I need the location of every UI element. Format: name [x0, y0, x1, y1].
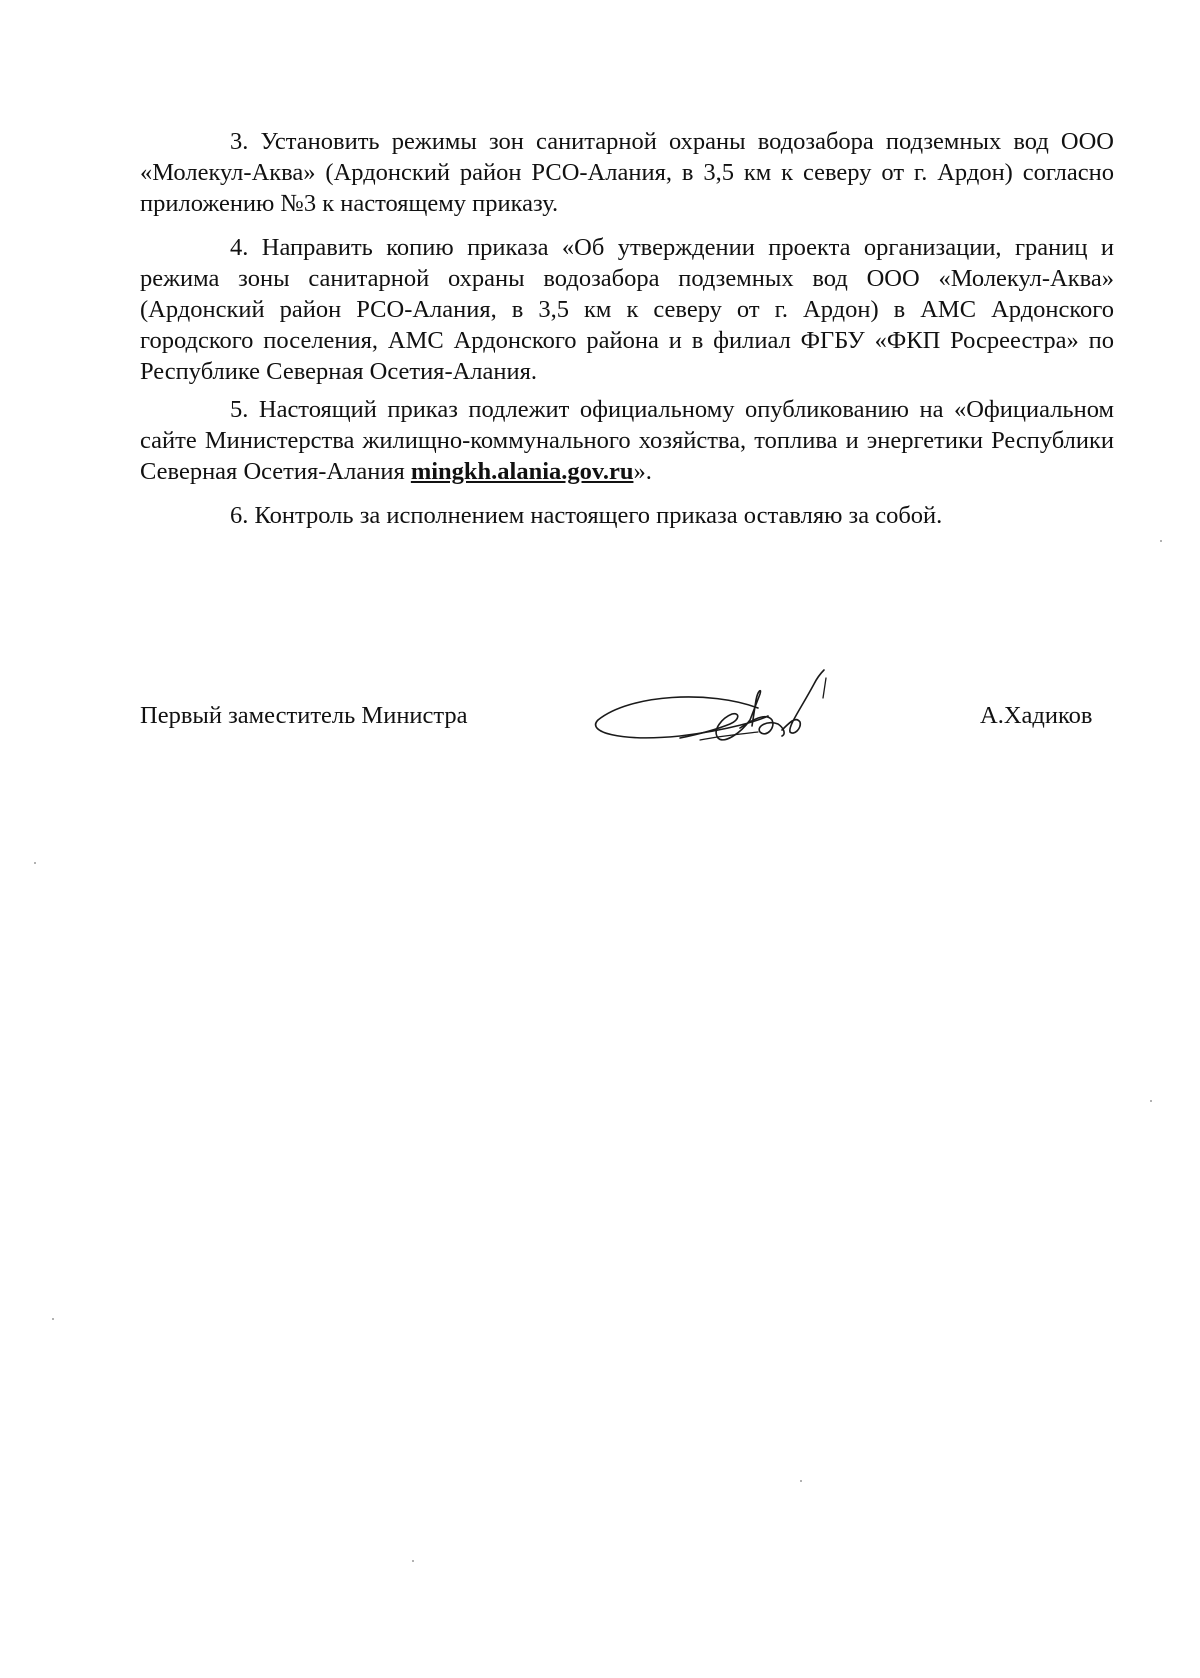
- scan-speck: [412, 1560, 414, 1562]
- signatory-name: А.Хадиков: [980, 702, 1093, 729]
- paragraph-3-text: 3. Установить режимы зон санитарной охраны водозабора подземных вод ООО «Молекул-Аква» (Ардонский район РСО-Алания, в 3,5 км к северу от г. Ардон) согласно приложению №3 к настоящему приказу.: [140, 128, 1114, 217]
- paragraph-5-tail: ».: [633, 458, 652, 485]
- handwritten-signature: [590, 650, 890, 760]
- scan-speck: [1160, 540, 1162, 542]
- scan-speck: [52, 1318, 54, 1320]
- paragraph-5-text: [140, 394, 1114, 487]
- scan-speck: [1150, 1100, 1152, 1102]
- paragraph-4-text: 4. Направить копию приказа «Об утверждении проекта организации, границ и режима зоны санитарной охраны водозабора подземных вод ООО «Молекул-Аква» (Ардонский район РСО-Алания, в 3,5 км к северу от г. Ардон) в АМС Ардонского городского поселения, АМС Ардонского района и в филиал ФГБУ «ФКП Росреестра» по Республике Северная Осетия-Алания.: [140, 234, 1114, 385]
- paragraph-5: [140, 394, 1114, 487]
- signatory-position: Первый заместитель Министра: [140, 702, 468, 729]
- paragraph-3: [140, 126, 1114, 219]
- scan-speck: [800, 1480, 802, 1482]
- paragraph-6: [140, 500, 1114, 531]
- website-link[interactable]: mingkh.alania.gov.ru: [410, 458, 634, 485]
- scan-speck: [34, 862, 36, 864]
- paragraph-6-text: 6. Контроль за исполнением настоящего приказа оставляю за собой.: [230, 502, 943, 529]
- paragraph-5-lead: 5. Настоящий приказ подлежит официальному опубликованию на «Официальном сайте Министерства жилищно-коммунального хозяйства, топлива и энергетики Республики Северная Осетия-Алания: [140, 396, 1114, 485]
- paragraph-4: [140, 232, 1114, 387]
